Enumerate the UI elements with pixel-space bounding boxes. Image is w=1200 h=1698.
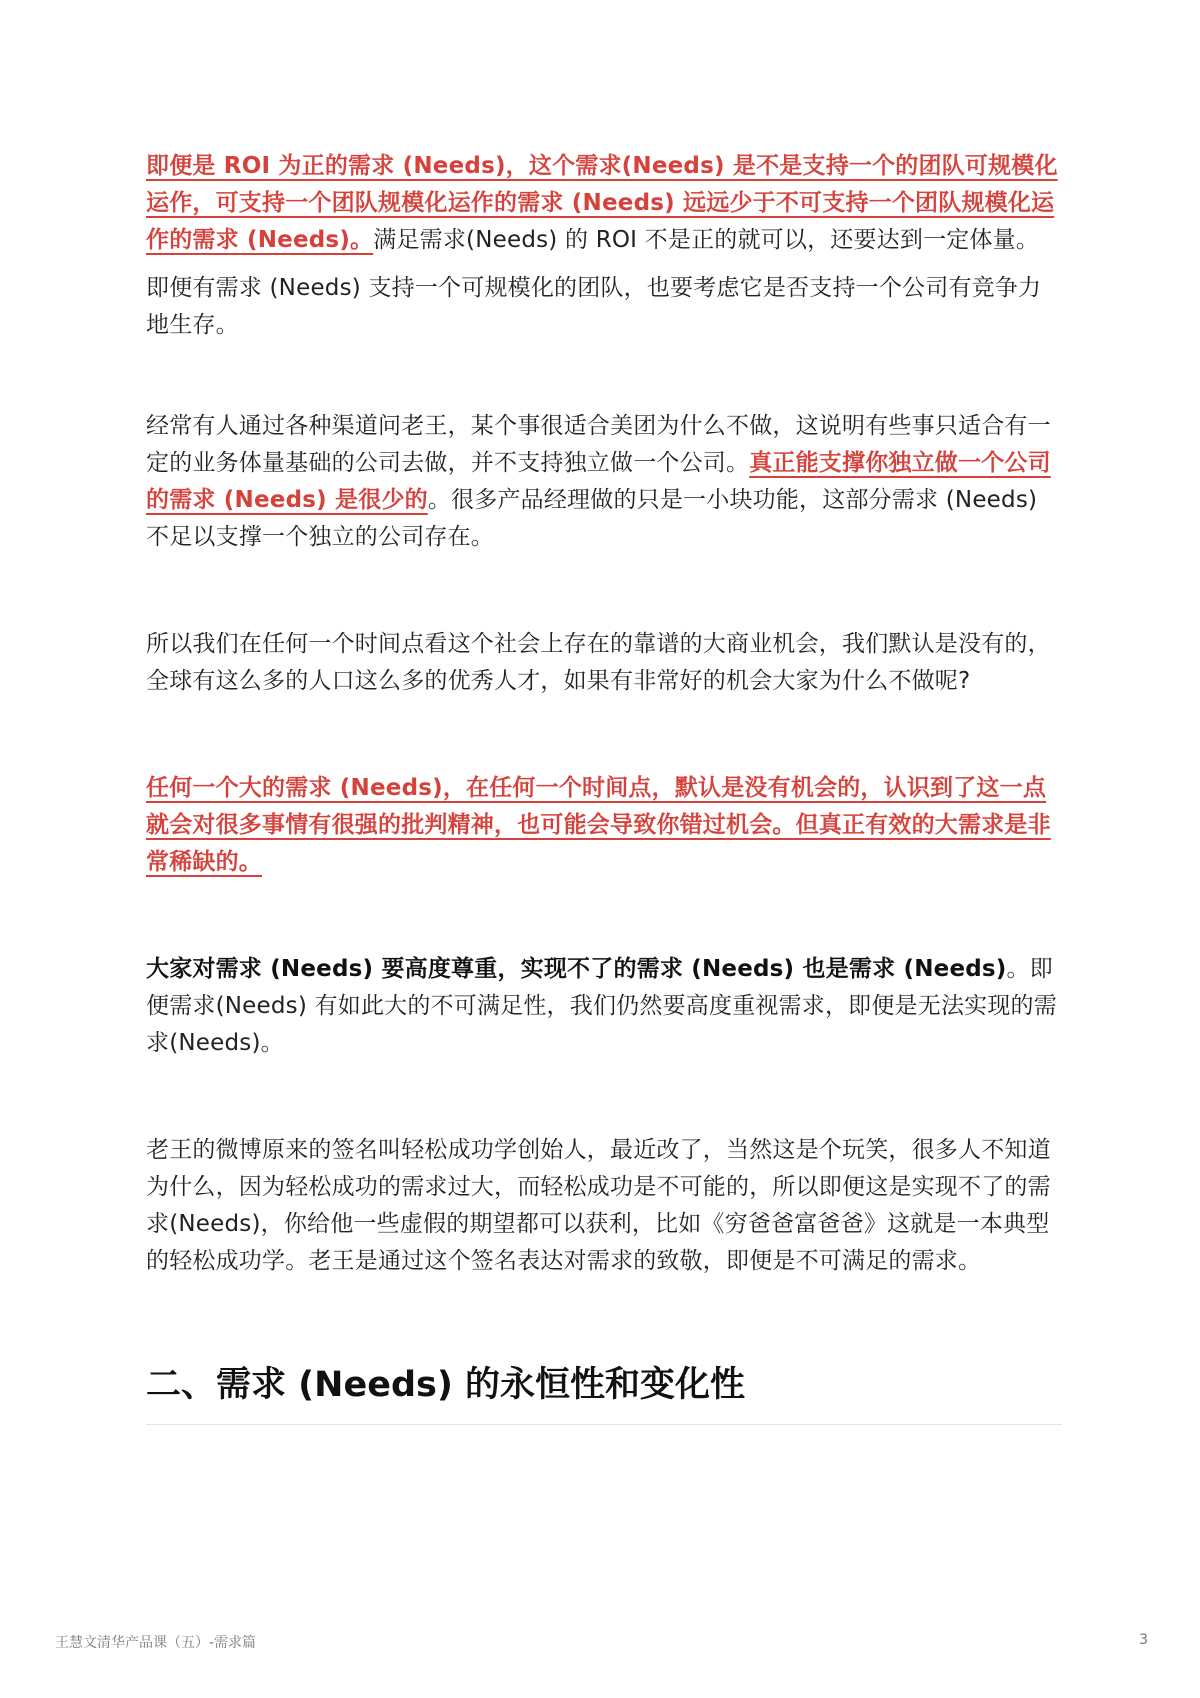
paragraph-opportunity: 所以我们在任何一个时间点看这个社会上存在的靠谱的大商业机会，我们默认是没有的，全球有这么多的人口这么多的优秀人才，如果有非常好的机会大家为什么不做呢? — [146, 631, 1051, 694]
paragraph-key-insight — [146, 770, 1062, 881]
paragraph-text: 。很多产品经理做的只是一小块功能，这部分需求 (Needs) 不足以支撑一个独立的公司存在。 — [146, 487, 1038, 550]
highlight-text: 即便是 ROI 为正的需求 (Needs)，这个需求(Needs) 是不是支持一个的团队可规模化运作，可支持一个团队规模化运作的需求 (Needs) 远远少于不可支持一个团队规模化运作的需求 (Needs)。 — [146, 153, 1058, 253]
paragraph-respect-needs — [146, 951, 1062, 1062]
document-body — [146, 148, 1062, 1425]
paragraph-text: 。即便需求(Needs) 有如此大的不可满足性，我们仍然要高度重视需求，即便是无法实现的需求(Needs)。 — [146, 956, 1057, 1056]
paragraph-scale: 即便有需求 (Needs) 支持一个可规模化的团队，也要考虑它是否支持一个公司有竞争力地生存。 — [146, 275, 1042, 338]
footer-title: 王慧文清华产品课（五）-需求篇 — [55, 1635, 257, 1651]
bold-text: 大家对需求 (Needs) 要高度尊重，实现不了的需求 (Needs) 也是需求 (Needs) — [146, 956, 1007, 982]
paragraph-text: 经常有人通过各种渠道问老王，某个事很适合美团为什么不做，这说明有些事只适合有一定的业务体量基础的公司去做，并不支持独立做一个公司。 — [146, 413, 1051, 476]
page-number: 3 — [1139, 1632, 1148, 1648]
paragraph-weibo: 老王的微博原来的签名叫轻松成功学创始人，最近改了，当然这是个玩笑，很多人不知道为什么，因为轻松成功的需求过大，而轻松成功是不可能的，所以即便这是实现不了的需求(Needs)，你给他一些虚假的期望都可以获利，比如《穷爸爸富爸爸》这就是一本典型的轻松成功学。老王是通过这个签名表达对需求的致敬，即便是不可满足的需求。 — [146, 1137, 1051, 1274]
paragraph-text: 满足需求(Needs) 的 ROI 不是正的就可以，还要达到一定体量。 — [373, 227, 1040, 253]
highlight-text: 真正能支撑你独立做一个公司的需求 (Needs) 是很少的 — [146, 450, 1051, 513]
section-heading: 二、需求 (Needs) 的永恒性和变化性 — [146, 1360, 1062, 1425]
paragraph-meituan — [146, 408, 1062, 556]
highlight-text: 任何一个大的需求 (Needs)，在任何一个时间点，默认是没有机会的，认识到了这一点就会对很多事情有很强的批判精神，也可能会导致你错过机会。但真正有效的大需求是非常稀缺的。 — [146, 775, 1051, 875]
paragraph-roi — [146, 148, 1062, 259]
